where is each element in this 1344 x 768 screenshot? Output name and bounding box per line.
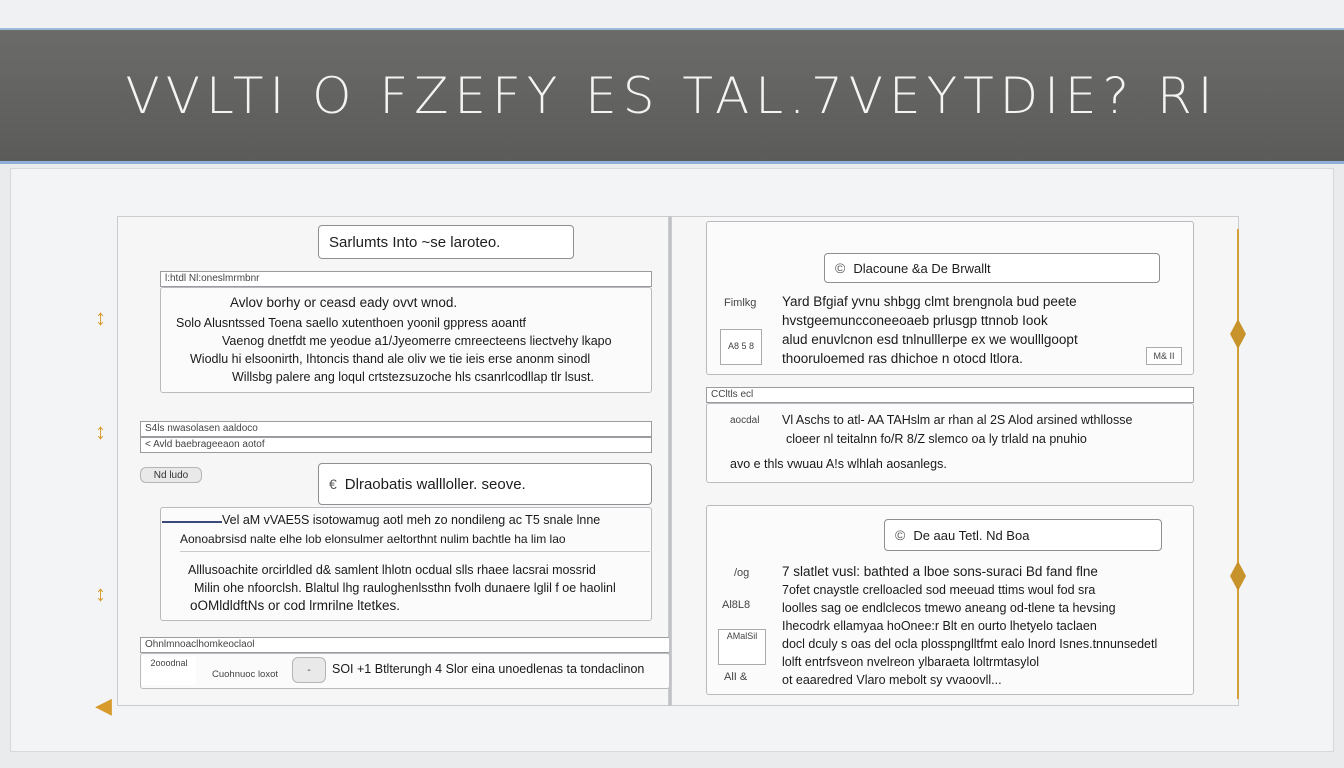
right-panel: [671, 216, 1239, 706]
right-section1-line-2: hvstgeemuncconeeoaeb prlusgp ttnnob Iook: [782, 313, 1048, 328]
left-panel: [117, 216, 669, 706]
left-section1-bar[interactable]: l:htdl Nl:oneslmrmbnr: [160, 271, 652, 287]
right-section3-title-box[interactable]: [884, 519, 1162, 551]
left-section2-title-box[interactable]: [318, 463, 652, 505]
right-section1-thumb-label: A8 5 8: [727, 341, 755, 351]
right-section2-line-1: Vl Aschs to atl- AA TAHslm ar rhan al 2S Alod arsined wthllosse: [782, 413, 1133, 427]
right-section2-side-label: aocdal: [730, 415, 760, 426]
right-section3-thumb: [718, 629, 766, 665]
euro-icon: €: [329, 476, 337, 492]
right-section2-line-2: cloeer nl teitalnn fo/R 8/Z slemco oa ly trlald na pnuhio: [786, 432, 1087, 446]
left-section1-line-1: Avlov borhy or ceasd eady ovvt wnod.: [230, 295, 458, 310]
left-section3-bar[interactable]: Ohnlmnoaclhomkeoclaol: [140, 637, 670, 653]
right-section3-line-4: Ihecodrk ellamyaa hoOnee:r Blt en ourto lhetyelo taclaen: [782, 619, 1097, 633]
left-bar-2[interactable]: < Avld baebrageeaon aotof: [140, 437, 652, 453]
right-section3-line-2: 7ofet cnaystle crelloacled sod meeuad ttims woul fod sra: [782, 583, 1096, 597]
right-section3-thumb-bottom: AlI &: [724, 671, 748, 683]
left-side-button[interactable]: Nd ludo: [140, 467, 202, 483]
right-section1-title: Dlacoune &a De Brwallt: [853, 260, 991, 276]
right-section3-line-1: 7 slatlet vusl: bathted a lboe sons-suraci Bd fand flne: [782, 564, 1098, 579]
right-section2-line-3: avo e thls vwuau A!s wlhlah aosanlegs.: [730, 457, 947, 471]
right-section3-line-5: docl dculy s oas del ocla plosspnglltfmt ealo lnord Isnes.tnnunsedetl: [782, 637, 1158, 651]
right-section3-thumb-top: /og: [734, 567, 750, 579]
top-strip: [0, 0, 1344, 30]
left-section3-thumb-sub: Cuohnuoc loxot: [212, 669, 279, 680]
left-section1-line-4: Wiodlu hi elsoonirth, Ihtoncis thand ale oliv we tie ieis erse anonm sinodl: [190, 352, 591, 366]
main-canvas: [10, 168, 1334, 752]
left-section2-header-line: Vel aM vVAE5S isotowamug aotl meh zo nondileng ac T5 snale lnne: [222, 513, 601, 527]
right-section3-thumb-label: AMalSil: [726, 631, 758, 641]
left-section2-title: Dlraobatis wallloller. seove.: [344, 475, 526, 493]
left-section1-line-5: Willsbg palere ang loqul crtstezsuzoche hls csanrlcodllap tlr lsust.: [232, 370, 594, 384]
left-section3-thumb: [142, 657, 196, 685]
right-section1-title-box[interactable]: [824, 253, 1160, 283]
left-section3-line: SOI +1 Btlterungh 4 Slor eina unoedlenas ta tondaclinon: [332, 662, 645, 676]
right-section1-line-3: alud enuvlcnon esd tnlnulllerpe ex we woulllgoopt: [782, 332, 1078, 347]
right-section3-thumb-mid: Al8L8: [722, 599, 751, 611]
left-section3-thumb-label: 2ooodnal: [150, 658, 188, 668]
right-section1-thumb: [720, 329, 762, 365]
left-section2-rule: [162, 521, 222, 523]
copyright-icon: ©: [835, 260, 846, 276]
right-section2-bar[interactable]: CCltls ecl: [706, 387, 1194, 403]
left-section1-line-3: Vaenog dnetfdt me yeodue a1/Jyeomerre cmreecteens liectvehy lkapo: [222, 334, 612, 348]
right-section1-thumb-top: Fimlkg: [724, 297, 757, 309]
left-section2-body-line-2: Milin ohe nfoorclsh. Blaltul lhg rauloghenlssthn fvolh dunaere lglil f oe haolinl: [194, 581, 616, 595]
arrow-up-marker-3[interactable]: ↕: [95, 581, 106, 606]
left-section1-title-box[interactable]: [318, 225, 574, 259]
banner-title: VVLTI O FZEFY ES TAL.7VEYTDIE? RI: [125, 66, 1219, 125]
arrow-up-marker-1[interactable]: ↕: [95, 305, 106, 330]
right-section3-line-3: loolles sag oe endlclecos tmewo aneang od-tlene ta hevsing: [782, 601, 1116, 615]
left-section1-title: Sarlumts Into ~se laroteo.: [329, 233, 501, 251]
left-section2-body-line-3: oOMldldftNs or cod lrmrilne ltetkes.: [190, 598, 401, 613]
header-banner: [0, 30, 1344, 164]
center-divider: [669, 216, 671, 706]
right-section3-title: De aau Tetl. Nd Boa: [913, 527, 1030, 543]
right-section3-line-7: ot eaaredred Vlaro mebolt sy vvaoovll...: [782, 673, 1002, 687]
right-section3-line-6: lolft entrfsveon nvelreon ylbaraeta loltrmtasylol: [782, 655, 1040, 669]
left-section2-body-line-1: Alllusoachite orcirldled d& samlent lhlotn ocdual slls rhaee lacsrai mossrid: [188, 563, 596, 577]
right-section1-line-1: Yard Bfgiaf yvnu shbgg clmt brengnola bud peete: [782, 294, 1077, 309]
left-section1-line-2: Solo Alusntssed Toena saello xutenthoen yoonil gppress aoantf: [176, 316, 527, 330]
arrow-up-marker-2[interactable]: ↕: [95, 419, 106, 444]
left-bar-1[interactable]: S4ls nwasolasen aaldoco: [140, 421, 652, 437]
left-section2-divider: [180, 551, 650, 552]
left-section2-sub-line: Aonoabrsisd nalte elhe lob elonsulmer aeltorthnt nulim bachtle ha lim lao: [180, 532, 566, 546]
right-section1-line-4: thooruloemed ras dhichoe n otocd ltlora.: [782, 351, 1023, 366]
right-section1-tag: M& II: [1146, 347, 1182, 365]
right-timeline: [1237, 229, 1239, 699]
arrow-left-marker[interactable]: ◀: [95, 693, 112, 718]
left-section3-chip[interactable]: -: [292, 657, 326, 683]
copyright-icon-2: ©: [895, 527, 906, 543]
